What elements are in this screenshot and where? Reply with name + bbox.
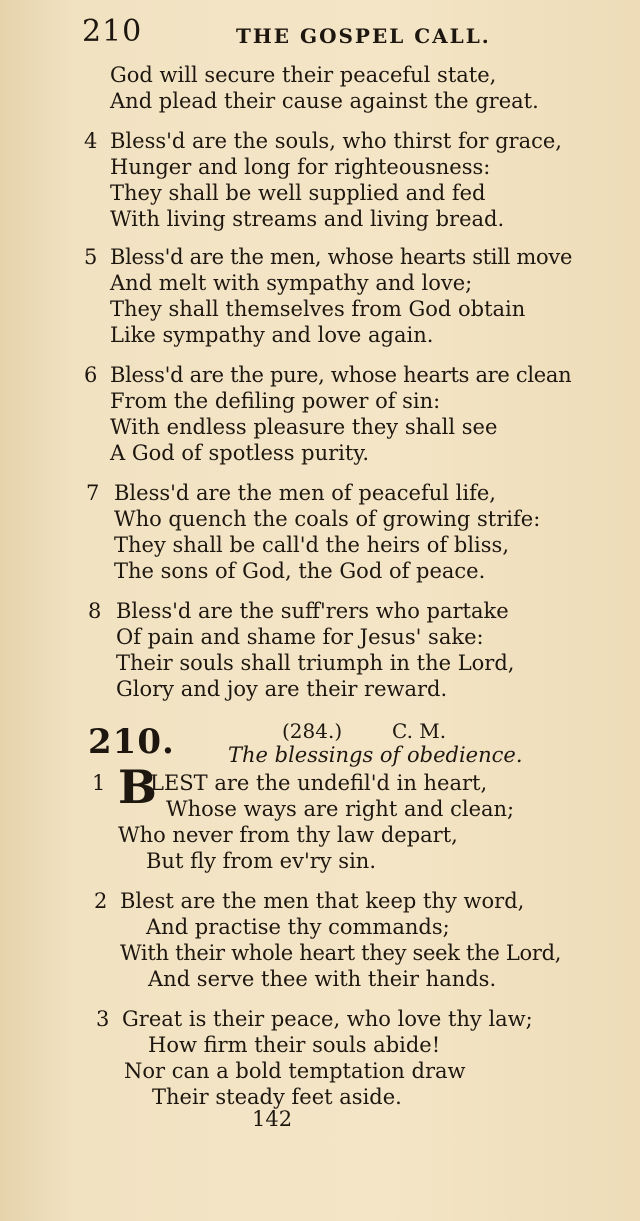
verse-number: 1	[92, 771, 106, 795]
verse-line: Whose ways are right and clean;	[166, 797, 515, 821]
verse-number: 3	[96, 1007, 110, 1031]
verse-line: With their whole heart they seek the Lord,	[120, 941, 562, 965]
verse-line: Who quench the coals of growing strife:	[114, 507, 541, 531]
verse-line: Their steady feet aside.	[152, 1085, 402, 1109]
verse-line: The sons of God, the God of peace.	[114, 559, 486, 583]
verse-line: Bless'd are the suff'rers who partake	[116, 599, 509, 623]
verse-line: Bless'd are the pure, whose hearts are clean	[110, 363, 572, 387]
hymn-subtitle: The blessings of obedience.	[228, 743, 523, 767]
verse-number: 4	[84, 129, 98, 153]
verse-line: Who never from thy law depart,	[118, 823, 458, 847]
verse-line: Great is their peace, who love thy law;	[122, 1007, 533, 1031]
continuation-line: And plead their cause against the great.	[110, 89, 539, 113]
hymn-reference: (284.)	[282, 719, 343, 743]
verse-line: And serve thee with their hands.	[148, 967, 497, 991]
verse-line: And melt with sympathy and love;	[110, 271, 473, 295]
verse-number: 2	[94, 889, 108, 913]
verse-number: 6	[84, 363, 98, 387]
verse-line: From the defiling power of sin:	[110, 389, 441, 413]
verse-line: But fly from ev'ry sin.	[146, 849, 376, 873]
verse-number: 8	[88, 599, 102, 623]
hymn-number: 210.	[88, 722, 175, 762]
verse-line: Their souls shall triumph in the Lord,	[116, 651, 515, 675]
verse-line: Glory and joy are their reward.	[116, 677, 448, 701]
verse-line: With endless pleasure they shall see	[110, 415, 498, 439]
continuation-line: God will secure their peaceful state,	[110, 63, 497, 87]
drop-cap: B	[118, 760, 157, 814]
verse-line: With living streams and living bread.	[110, 207, 505, 231]
header-hymn-number: 210	[82, 14, 143, 49]
verse-line: LEST are the undefil'd in heart,	[150, 771, 488, 795]
verse-line: Bless'd are the men of peaceful life,	[114, 481, 496, 505]
hymn-meter: C. M.	[392, 719, 447, 743]
verse-line: A God of spotless purity.	[110, 441, 370, 465]
page-number: 142	[252, 1107, 293, 1131]
verse-line: Nor can a bold temptation draw	[124, 1059, 466, 1083]
verse-line: Bless'd are the men, whose hearts still move	[110, 245, 573, 269]
verse-line: And practise thy commands;	[146, 915, 450, 939]
verse-line: They shall be call'd the heirs of bliss,	[114, 533, 510, 557]
running-title: THE GOSPEL CALL.	[236, 24, 491, 48]
verse-line: Like sympathy and love again.	[110, 323, 434, 347]
verse-line: Bless'd are the souls, who thirst for grace,	[110, 129, 562, 153]
verse-line: They shall themselves from God obtain	[110, 297, 526, 321]
verse-line: They shall be well supplied and fed	[110, 181, 486, 205]
verse-number: 7	[86, 481, 100, 505]
verse-line: Blest are the men that keep thy word,	[120, 889, 525, 913]
verse-number: 5	[84, 245, 98, 269]
verse-line: How firm their souls abide!	[148, 1033, 441, 1057]
verse-line: Of pain and shame for Jesus' sake:	[116, 625, 484, 649]
verse-line: Hunger and long for righteousness:	[110, 155, 491, 179]
